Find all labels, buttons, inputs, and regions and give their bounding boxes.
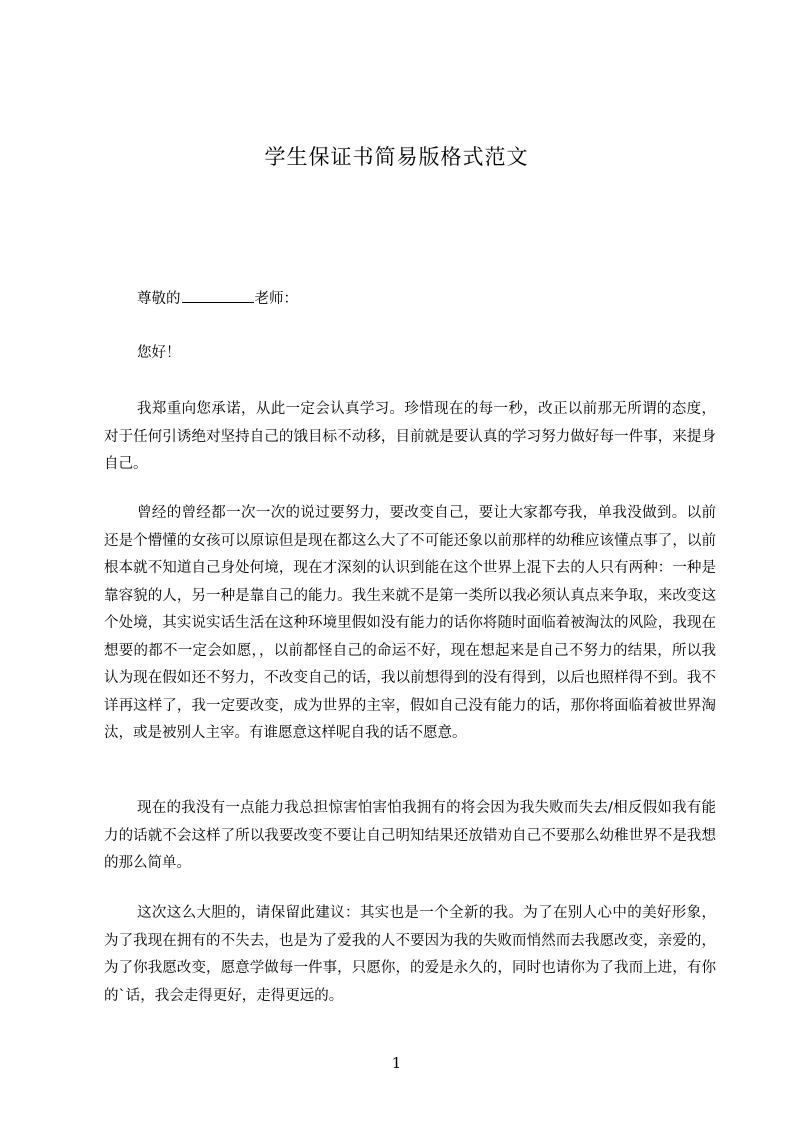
page-number: 1 — [391, 1054, 402, 1072]
salutation — [104, 286, 716, 314]
paragraph-2: 曾经的曾经都一次一次的说过要努力，要改变自己，要让大家都夸我，单我没做到。以前还是个懵懂的女孩可以原谅但是现在都这么大了不可能还象以前那样的幼稚应该懂点事了，以前根本就不知道自己身处何境，现在才深刻的认识到能在这个世界上混下去的人只有两种：一种是靠容貌的人，另一种是靠自己的能力。我生来就不是第一类所以我必须认真点来争取，来改变这个处境，其实说实话生活在这种环境里假如没有能力的话你将随时面临着被淘汰的风险，我现在想要的都不一定会如愿，，以前都怪自己的命运不好，现在想起来是自己不努力的结果，所以我认为现在假如还不努力，不改变自己的话，我以前想得到的没有得到，以后也照样得不到。我不详再这样了，我一定要改变，成为世界的主宰，假如自己没有能力的话，那你将面临着被世界淘汰，或是被别人主宰。有谁愿意这样呢自我的话不愿意。 — [104, 505, 716, 741]
name-blank-line — [182, 288, 254, 303]
document-title: 学生保证书简易版格式范文 — [264, 145, 529, 169]
paragraph-4: 这次这么大胆的，请保留此建议：其实也是一个全新的我。为了在别人心中的美好形象，为了我现在拥有的不失去，也是为了爱我的人不要因为我的失败而悄然而去我愿改变，亲爱的，为了你我愿改变，愿意学做每一件事，只愿你，的爱是永久的，同时也请你为了我而上进，有你的`话，我会走得更好，走得更远的。 — [104, 905, 716, 1004]
salutation-prefix: 尊敬的 — [137, 291, 181, 307]
paragraph-1: 我郑重向您承诺，从此一定会认真学习。珍惜现在的每一秒，改正以前那无所谓的态度，对于任何引诱绝对坚持自己的饿目标不动移，目前就是要认真的学习努力做好每一件事，来提身自己。 — [104, 401, 716, 472]
greeting: 您好！ — [137, 345, 181, 361]
paragraph-3: 现在的我没有一点能力我总担惊害怕害怕我拥有的将会因为我失败而失去/相反假如我有能力的话就不会这样了所以我要改变不要让自己明知结果还放错劝自己不要那么幼稚世界不是我想的那么简单。 — [104, 800, 716, 871]
salutation-suffix: 老师： — [254, 291, 298, 307]
